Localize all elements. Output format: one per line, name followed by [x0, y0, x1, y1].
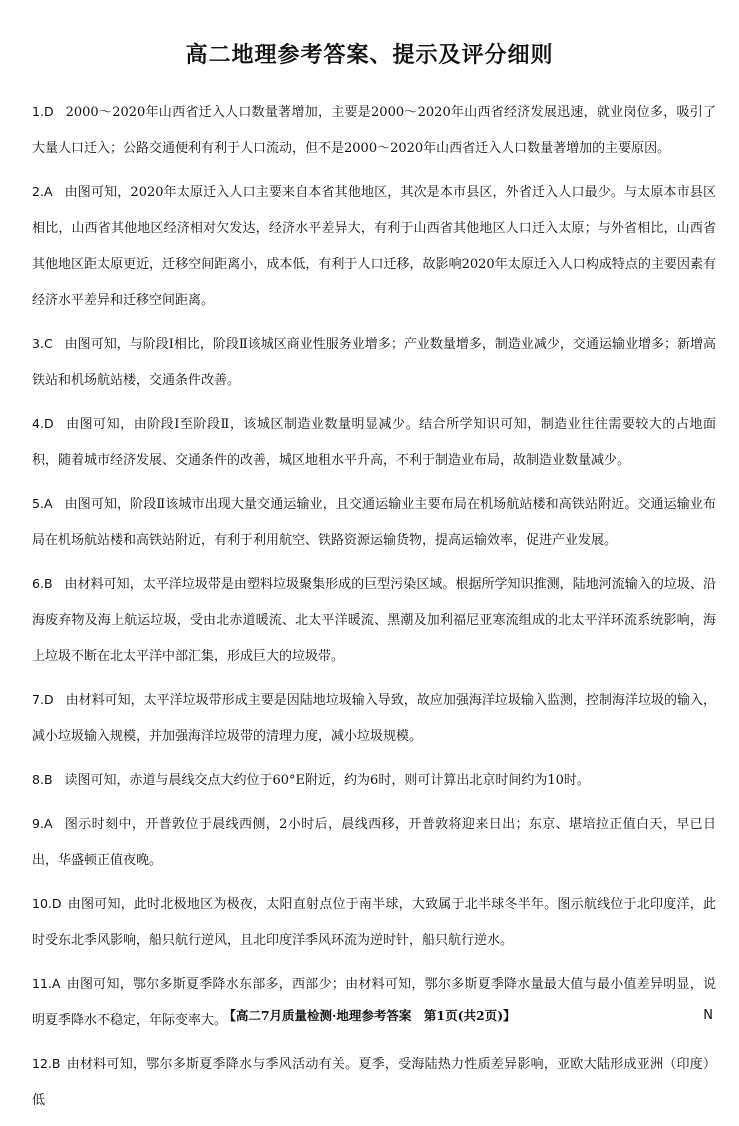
item-number: 9.: [32, 816, 44, 831]
item-number: 10.: [32, 896, 52, 911]
item-answer: A: [43, 816, 53, 831]
answer-item-9: [32, 806, 716, 879]
item-number: 8.: [32, 772, 44, 787]
item-number: 3.: [32, 336, 44, 351]
item-text: 由图可知，与阶段Ⅰ相比，阶段Ⅱ该城区商业性服务业增多；产业数量增多，制造业减少，交通运输业增多；新增高铁站和机场航站楼，交通条件改善。: [32, 337, 716, 388]
item-number: 6.: [32, 576, 44, 591]
item-number: 4.: [32, 416, 44, 431]
item-number: 5.: [32, 496, 44, 511]
item-answer: A: [51, 976, 61, 991]
answer-item-8: [32, 762, 716, 799]
item-answer: D: [43, 104, 54, 119]
item-text: 由图可知，阶段Ⅱ该城市出现大量交通运输业，且交通运输业主要布局在机场航站楼和高铁站附近。交通运输业布局在机场航站楼和高铁站附近，有利于利用航空、铁路资源运输货物，提高运输效率，促进产业发展。: [32, 497, 716, 548]
item-answer: D: [51, 896, 62, 911]
answer-item-7: [32, 682, 716, 755]
item-text: 由图可知，此时北极地区为极夜，太阳直射点位于南半球，大致属于北半球冬半年。图示航线位于北印度洋，此时受东北季风影响，船只航行逆风，且北印度洋季风环流为逆时针，船只航行逆水。: [32, 897, 716, 948]
answer-item-12: [32, 1046, 716, 1119]
item-answer: B: [43, 772, 53, 787]
item-text: 由材料可知，鄂尔多斯夏季降水与季风活动有关。夏季，受海陆热力性质差异影响，亚欧大陆形成亚洲（印度）低: [32, 1057, 716, 1108]
answer-item-3: [32, 326, 716, 399]
item-number: 1.: [32, 104, 44, 119]
item-text: 由图可知，2020年太原迁入人口主要来自本省其他地区，其次是本市县区，外省迁入人口最少。与太原本市县区相比，山西省其他地区经济相对欠发达，经济水平差异大，有利于山西省其他地区人口迁入太原；与外省相比，山西省其他地区距太原更近，迁移空间距离小，成本低，有利于人口迁移，故影响2020年太原迁入人口构成特点的主要因素有经济水平差异和迁移空间距离。: [32, 185, 716, 308]
answer-item-2: [32, 174, 716, 319]
item-text: 图示时刻中，开普敦位于晨线西侧，2小时后，晨线西移，开普敦将迎来日出；东京、堪培拉正值白天，早已日出，华盛顿正值夜晚。: [32, 817, 716, 868]
item-answer: B: [51, 1056, 61, 1071]
answer-item-1: [32, 94, 716, 167]
item-answer: A: [43, 496, 53, 511]
item-number: 2.: [32, 184, 44, 199]
item-text: 由材料可知，太平洋垃圾带是由塑料垃圾聚集形成的巨型污染区域。根据所学知识推测，陆地河流输入的垃圾、沿海废弃物及海上航运垃圾，受由北赤道暖流、北太平洋暖流、黑潮及加利福尼亚寒流组成的北太平洋环流系统影响，海上垃圾不断在北太平洋中部汇集，形成巨大的垃圾带。: [32, 577, 716, 664]
item-answer: A: [43, 184, 53, 199]
item-answer: D: [43, 416, 54, 431]
answer-item-11: [32, 966, 716, 1039]
item-text: 由材料可知，太平洋垃圾带形成主要是因陆地垃圾输入导致，故应加强海洋垃圾输入监测，控制海洋垃圾的输入，减小垃圾输入规模，并加强海洋垃圾带的清理力度，减小垃圾规模。: [32, 693, 716, 744]
item-text: 2000～2020年山西省迁入人口数量著增加，主要是2000～2020年山西省经济发展迅速，就业岗位多，吸引了大量人口迁入；公路交通便利有利于人口流动，但不是2000～2020年山西省迁入人口数量著增加的主要原因。: [32, 105, 716, 156]
answer-item-10: [32, 886, 716, 959]
footer-version-mark: N: [703, 1008, 713, 1023]
item-number: 12.: [32, 1056, 52, 1071]
page-footer: 【高二7月质量检测·地理参考答案 第1页(共2页)】: [223, 1008, 516, 1023]
item-text: 由图可知，鄂尔多斯夏季降水东部多，西部少；由材料可知，鄂尔多斯夏季降水量最大值与最小值差异明显，说明夏季降水不稳定，年际变率大。: [32, 977, 716, 1028]
item-number: 7.: [32, 692, 44, 707]
page-title: 高二地理参考答案、提示及评分细则: [185, 42, 554, 68]
item-answer: D: [43, 692, 54, 707]
answer-item-4: [32, 406, 716, 479]
item-text: 由图可知，由阶段Ⅰ至阶段Ⅱ，该城区制造业数量明显减少。结合所学知识可知，制造业往往需要较大的占地面积，随着城市经济发展、交通条件的改善，城区地租水平升高，不利于制造业布局，故制造业数量减少。: [32, 417, 716, 468]
item-number: 11.: [32, 976, 52, 991]
answer-item-5: [32, 486, 716, 559]
item-answer: B: [43, 576, 53, 591]
item-answer: C: [43, 336, 53, 351]
answer-item-6: [32, 566, 716, 675]
item-text: 读图可知，赤道与晨线交点大约位于60°E附近，约为6时，则可计算出北京时间约为10时。: [64, 773, 590, 788]
answer-list: [32, 94, 716, 1126]
